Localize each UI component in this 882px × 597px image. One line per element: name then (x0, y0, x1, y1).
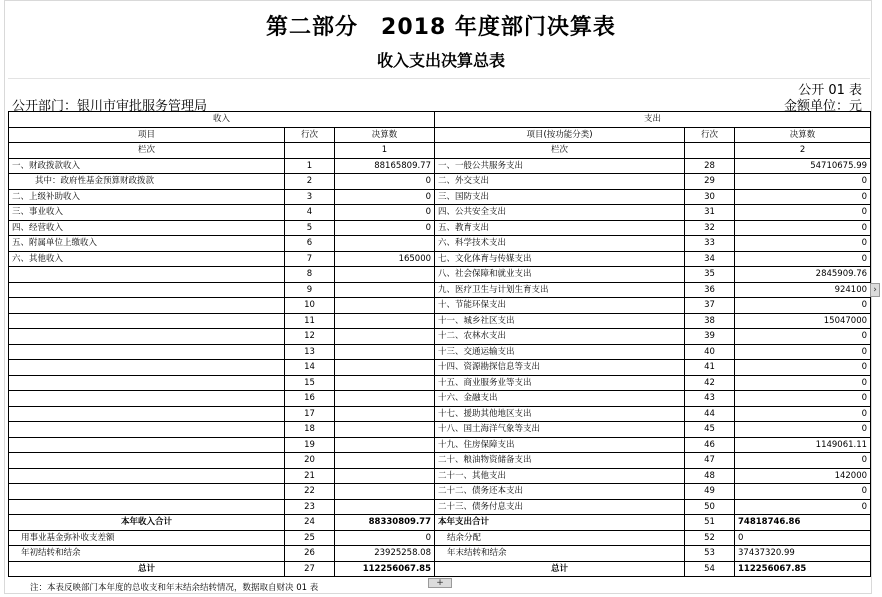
income-item (9, 267, 285, 283)
income-line-no: 17 (285, 406, 335, 422)
expense-amount: 0 (735, 174, 871, 190)
expense-item: 二十三、债务付息支出 (435, 499, 685, 515)
table-row (9, 329, 871, 345)
income-line-no: 6 (285, 236, 335, 252)
income-group-header: 收入 (9, 112, 435, 128)
summary-income-amount: 23925258.08 (335, 546, 435, 562)
table-row (9, 282, 871, 298)
expense-amount: 0 (735, 422, 871, 438)
expense-item: 四、公共安全支出 (435, 205, 685, 221)
income-line-no: 21 (285, 468, 335, 484)
income-item (9, 282, 285, 298)
expense-amount: 924100 (735, 282, 871, 298)
expense-item: 十一、城乡社区支出 (435, 313, 685, 329)
col-index-1: 1 (335, 143, 435, 159)
table-row (9, 220, 871, 236)
expense-item: 七、文化体育与传媒支出 (435, 251, 685, 267)
table-row (9, 158, 871, 174)
expense-line-no: 31 (685, 205, 735, 221)
income-amount: 88165809.77 (335, 158, 435, 174)
form-code: 公开 01 表 (798, 83, 862, 98)
income-item (9, 360, 285, 376)
summary-income-amount: 112256067.85 (335, 561, 435, 577)
expense-line-no: 46 (685, 437, 735, 453)
summary-income-item: 总计 (9, 561, 285, 577)
col-index-label: 栏次 (9, 143, 285, 159)
income-amount: 0 (335, 220, 435, 236)
income-line-no: 22 (285, 484, 335, 500)
expense-line-no: 42 (685, 375, 735, 391)
col-item-header: 项目 (9, 127, 285, 143)
expense-item: 十六、金融支出 (435, 391, 685, 407)
income-line-no: 7 (285, 251, 335, 267)
table-row (9, 236, 871, 252)
column-index-row (9, 143, 871, 159)
income-amount: 0 (335, 174, 435, 190)
income-item (9, 406, 285, 422)
income-amount: 0 (335, 205, 435, 221)
expense-line-no: 32 (685, 220, 735, 236)
income-line-no: 5 (285, 220, 335, 236)
expense-item: 十、节能环保支出 (435, 298, 685, 314)
expense-item: 十九、住房保障支出 (435, 437, 685, 453)
expense-item: 六、科学技术支出 (435, 236, 685, 252)
expense-line-no: 37 (685, 298, 735, 314)
income-amount (335, 468, 435, 484)
expense-line-no: 29 (685, 174, 735, 190)
expense-amount: 0 (735, 484, 871, 500)
expense-line-no: 34 (685, 251, 735, 267)
income-amount (335, 313, 435, 329)
expense-amount: 54710675.99 (735, 158, 871, 174)
expense-item: 二十二、债务还本支出 (435, 484, 685, 500)
summary-expense-line-no: 54 (685, 561, 735, 577)
summary-income-item: 用事业基金弥补收支差额 (9, 530, 285, 546)
summary-expense-item: 结余分配 (435, 530, 685, 546)
expense-amount: 2845909.76 (735, 267, 871, 283)
expense-item: 三、国防支出 (435, 189, 685, 205)
income-amount: 165000 (335, 251, 435, 267)
table-row (9, 437, 871, 453)
income-amount (335, 344, 435, 360)
summary-expense-line-no: 53 (685, 546, 735, 562)
income-line-no: 8 (285, 267, 335, 283)
expense-amount: 0 (735, 360, 871, 376)
income-item (9, 422, 285, 438)
expense-amount: 1149061.11 (735, 437, 871, 453)
income-line-no: 3 (285, 189, 335, 205)
table-row (9, 267, 871, 283)
col-amount-exp-header: 决算数 (735, 127, 871, 143)
expense-line-no: 47 (685, 453, 735, 469)
group-header-row (9, 112, 871, 128)
income-amount: 0 (335, 189, 435, 205)
summary-row (9, 546, 871, 562)
table-row (9, 251, 871, 267)
expense-item: 二、外交支出 (435, 174, 685, 190)
income-item: 一、财政拨款收入 (9, 158, 285, 174)
income-amount (335, 499, 435, 515)
expense-item: 一、一般公共服务支出 (435, 158, 685, 174)
budget-table (8, 111, 871, 577)
income-amount (335, 375, 435, 391)
income-line-no: 14 (285, 360, 335, 376)
expense-line-no: 45 (685, 422, 735, 438)
income-line-no: 11 (285, 313, 335, 329)
col-index-label-exp: 栏次 (435, 143, 685, 159)
summary-expense-amount: 37437320.99 (735, 546, 871, 562)
header-divider (8, 78, 870, 79)
expense-line-no: 39 (685, 329, 735, 345)
income-line-no: 19 (285, 437, 335, 453)
expense-line-no: 30 (685, 189, 735, 205)
income-item: 三、事业收入 (9, 205, 285, 221)
income-line-no: 2 (285, 174, 335, 190)
summary-income-item: 年初结转和结余 (9, 546, 285, 562)
income-item: 其中：政府性基金预算财政拨款 (9, 174, 285, 190)
income-line-no: 10 (285, 298, 335, 314)
table-row (9, 375, 871, 391)
income-line-no: 12 (285, 329, 335, 345)
expense-item: 十三、交通运输支出 (435, 344, 685, 360)
col-index-2: 2 (735, 143, 871, 159)
income-amount (335, 282, 435, 298)
summary-expense-line-no: 51 (685, 515, 735, 531)
summary-income-amount: 0 (335, 530, 435, 546)
summary-income-line-no: 25 (285, 530, 335, 546)
income-amount (335, 484, 435, 500)
income-item (9, 313, 285, 329)
table-row (9, 391, 871, 407)
expense-line-no: 38 (685, 313, 735, 329)
expense-line-no: 44 (685, 406, 735, 422)
expense-amount: 0 (735, 220, 871, 236)
income-item: 六、其他收入 (9, 251, 285, 267)
col-amount-header: 决算数 (335, 127, 435, 143)
expense-amount: 0 (735, 453, 871, 469)
income-item (9, 484, 285, 500)
income-amount (335, 453, 435, 469)
expense-item: 十五、商业服务业等支出 (435, 375, 685, 391)
expand-handle-bottom[interactable]: + (428, 578, 452, 588)
income-item (9, 453, 285, 469)
expense-line-no: 48 (685, 468, 735, 484)
expense-item: 十四、资源勘探信息等支出 (435, 360, 685, 376)
table-row (9, 313, 871, 329)
expense-amount: 0 (735, 236, 871, 252)
expand-handle-right[interactable]: › (870, 283, 880, 297)
summary-expense-amount: 0 (735, 530, 871, 546)
income-amount (335, 437, 435, 453)
summary-row (9, 515, 871, 531)
income-amount (335, 422, 435, 438)
expense-item: 二十一、其他支出 (435, 468, 685, 484)
income-item (9, 329, 285, 345)
expense-item: 五、教育支出 (435, 220, 685, 236)
table-row (9, 453, 871, 469)
income-line-no: 15 (285, 375, 335, 391)
expense-amount: 0 (735, 329, 871, 345)
expense-amount: 0 (735, 406, 871, 422)
expense-amount: 0 (735, 375, 871, 391)
footnote: 注：本表反映部门本年度的总收支和年末结余结转情况，数据取自财决 01 表 (30, 583, 319, 593)
col-index-empty-exp (685, 143, 735, 159)
expense-amount: 15047000 (735, 313, 871, 329)
unit-label: 金额单位：元 (783, 99, 862, 114)
expense-amount: 0 (735, 499, 871, 515)
income-item (9, 468, 285, 484)
table-row (9, 360, 871, 376)
expense-line-no: 36 (685, 282, 735, 298)
table-row (9, 499, 871, 515)
column-header-row (9, 127, 871, 143)
income-amount (335, 329, 435, 345)
income-amount (335, 406, 435, 422)
expense-item: 十七、援助其他地区支出 (435, 406, 685, 422)
summary-expense-item: 本年支出合计 (435, 515, 685, 531)
summary-row (9, 561, 871, 577)
table-row (9, 189, 871, 205)
income-line-no: 1 (285, 158, 335, 174)
col-item-exp-header: 项目(按功能分类) (435, 127, 685, 143)
income-line-no: 4 (285, 205, 335, 221)
expense-item: 八、社会保障和就业支出 (435, 267, 685, 283)
income-item (9, 437, 285, 453)
income-item (9, 375, 285, 391)
summary-row (9, 530, 871, 546)
expense-amount: 0 (735, 205, 871, 221)
income-item: 五、附属单位上缴收入 (9, 236, 285, 252)
income-amount (335, 391, 435, 407)
expense-amount: 0 (735, 344, 871, 360)
col-line-header: 行次 (285, 127, 335, 143)
expense-line-no: 35 (685, 267, 735, 283)
table-row (9, 422, 871, 438)
col-index-empty (285, 143, 335, 159)
expense-line-no: 49 (685, 484, 735, 500)
expense-amount: 142000 (735, 468, 871, 484)
income-line-no: 16 (285, 391, 335, 407)
income-amount (335, 236, 435, 252)
table-row (9, 205, 871, 221)
income-item (9, 499, 285, 515)
income-amount (335, 267, 435, 283)
summary-expense-item: 总计 (435, 561, 685, 577)
table-row (9, 406, 871, 422)
expense-line-no: 50 (685, 499, 735, 515)
expense-amount: 0 (735, 391, 871, 407)
summary-expense-amount: 74818746.86 (735, 515, 871, 531)
summary-expense-amount: 112256067.85 (735, 561, 871, 577)
table-row (9, 344, 871, 360)
page-title: 第二部分 2018 年度部门决算表 (266, 15, 616, 40)
page-subtitle: 收入支出决算总表 (376, 51, 505, 70)
department-label: 公开部门：银川市审批服务管理局 (12, 99, 208, 114)
summary-income-line-no: 26 (285, 546, 335, 562)
income-line-no: 18 (285, 422, 335, 438)
expense-line-no: 41 (685, 360, 735, 376)
table-row (9, 468, 871, 484)
expense-amount: 0 (735, 298, 871, 314)
expense-item: 二十、粮油物资储备支出 (435, 453, 685, 469)
income-item: 四、经营收入 (9, 220, 285, 236)
expense-amount: 0 (735, 251, 871, 267)
table-row (9, 174, 871, 190)
summary-income-line-no: 27 (285, 561, 335, 577)
income-line-no: 23 (285, 499, 335, 515)
income-line-no: 20 (285, 453, 335, 469)
income-line-no: 9 (285, 282, 335, 298)
summary-income-item: 本年收入合计 (9, 515, 285, 531)
table-row (9, 298, 871, 314)
income-item (9, 391, 285, 407)
expense-item: 十二、农林水支出 (435, 329, 685, 345)
summary-expense-line-no: 52 (685, 530, 735, 546)
summary-income-line-no: 24 (285, 515, 335, 531)
expense-amount: 0 (735, 189, 871, 205)
summary-expense-item: 年末结转和结余 (435, 546, 685, 562)
income-amount (335, 298, 435, 314)
expense-item: 十八、国土海洋气象等支出 (435, 422, 685, 438)
income-item (9, 298, 285, 314)
expense-group-header: 支出 (435, 112, 871, 128)
income-line-no: 13 (285, 344, 335, 360)
summary-income-amount: 88330809.77 (335, 515, 435, 531)
income-item: 二、上级补助收入 (9, 189, 285, 205)
expense-line-no: 28 (685, 158, 735, 174)
expense-line-no: 40 (685, 344, 735, 360)
income-amount (335, 360, 435, 376)
income-item (9, 344, 285, 360)
expense-line-no: 33 (685, 236, 735, 252)
table-row (9, 484, 871, 500)
expense-item: 九、医疗卫生与计划生育支出 (435, 282, 685, 298)
col-line-exp-header: 行次 (685, 127, 735, 143)
expense-line-no: 43 (685, 391, 735, 407)
